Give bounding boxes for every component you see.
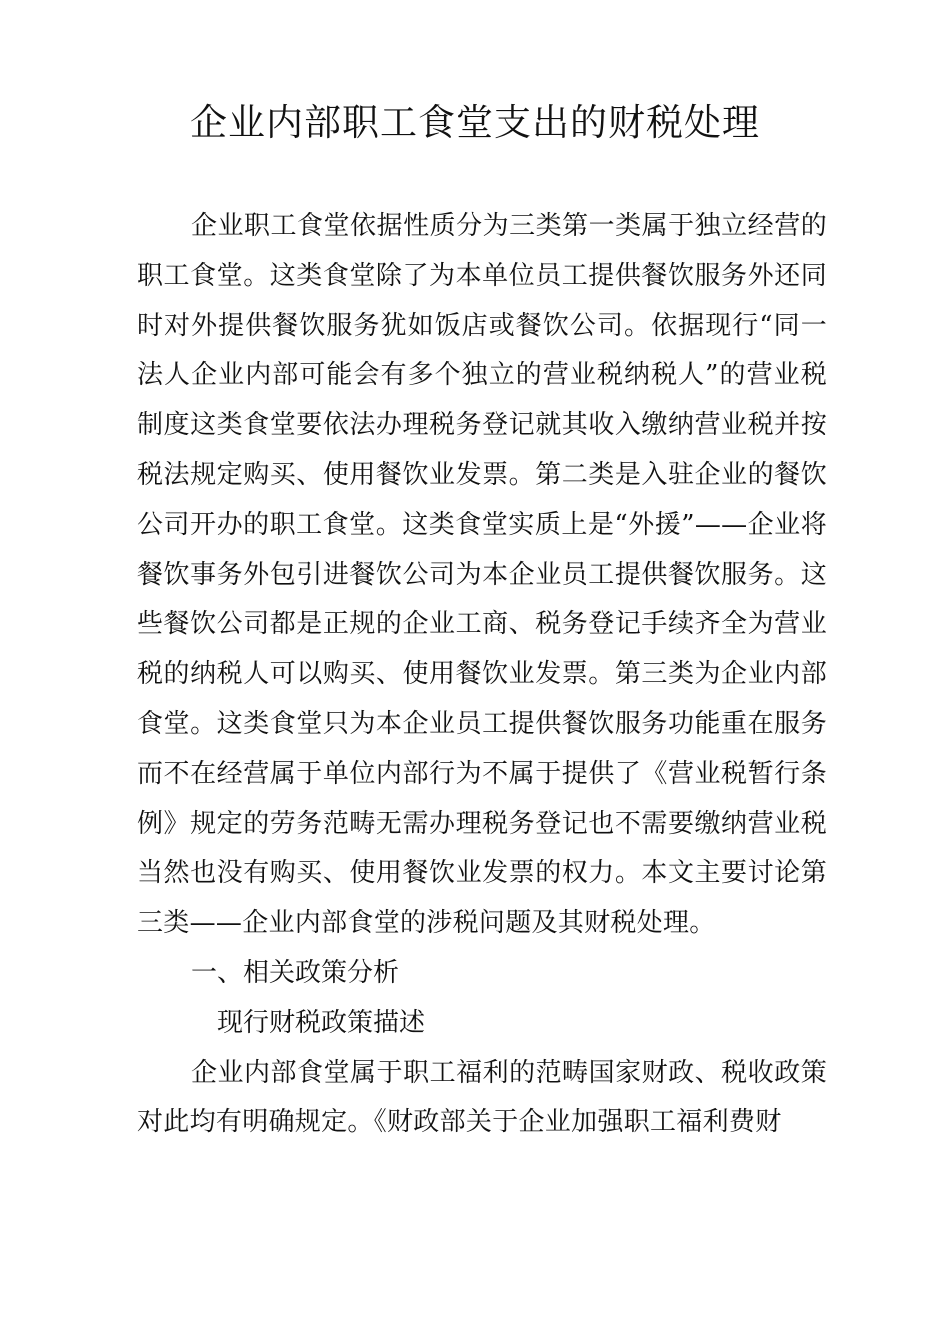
document-title: 企业内部职工食堂支出的财税处理 (190, 101, 760, 144)
document-body (137, 202, 827, 1148)
paragraph-intro: 企业职工食堂依据性质分为三类第一类属于独立经营的职工食堂。这类食堂除了为本单位员工提供餐饮服务外还同时对外提供餐饮服务犹如饭店或餐饮公司。依据现行“同一法人企业内部可能会有多个独立的营业税纳税人”的营业税制度这类食堂要依法办理税务登记就其收入缴纳营业税并按税法规定购买、使用餐饮业发票。第二类是入驻企业的餐饮公司开办的职工食堂。这类食堂实质上是“外援”——企业将餐饮事务外包引进餐饮公司为本企业员工提供餐饮服务。这些餐饮公司都是正规的企业工商、税务登记手续齐全为营业税的纳税人可以购买、使用餐饮业发票。第三类为企业内部食堂。这类食堂只为本企业员工提供餐饮服务功能重在服务而不在经营属于单位内部行为不属于提供了《营业税暂行条例》规定的劳务范畴无需办理税务登记也不需要缴纳营业税当然也没有购买、使用餐饮业发票的权力。本文主要讨论第三类——企业内部食堂的涉税问题及其财税处理。 (137, 211, 827, 939)
paragraph-policy: 企业内部食堂属于职工福利的范畴国家财政、税收政策对此均有明确规定。《财政部关于企业加强职工福利费财 (137, 1057, 827, 1138)
subsection-heading: 现行财税政策描述 (217, 1007, 426, 1038)
section-heading: 一、相关政策分析 (191, 957, 400, 988)
